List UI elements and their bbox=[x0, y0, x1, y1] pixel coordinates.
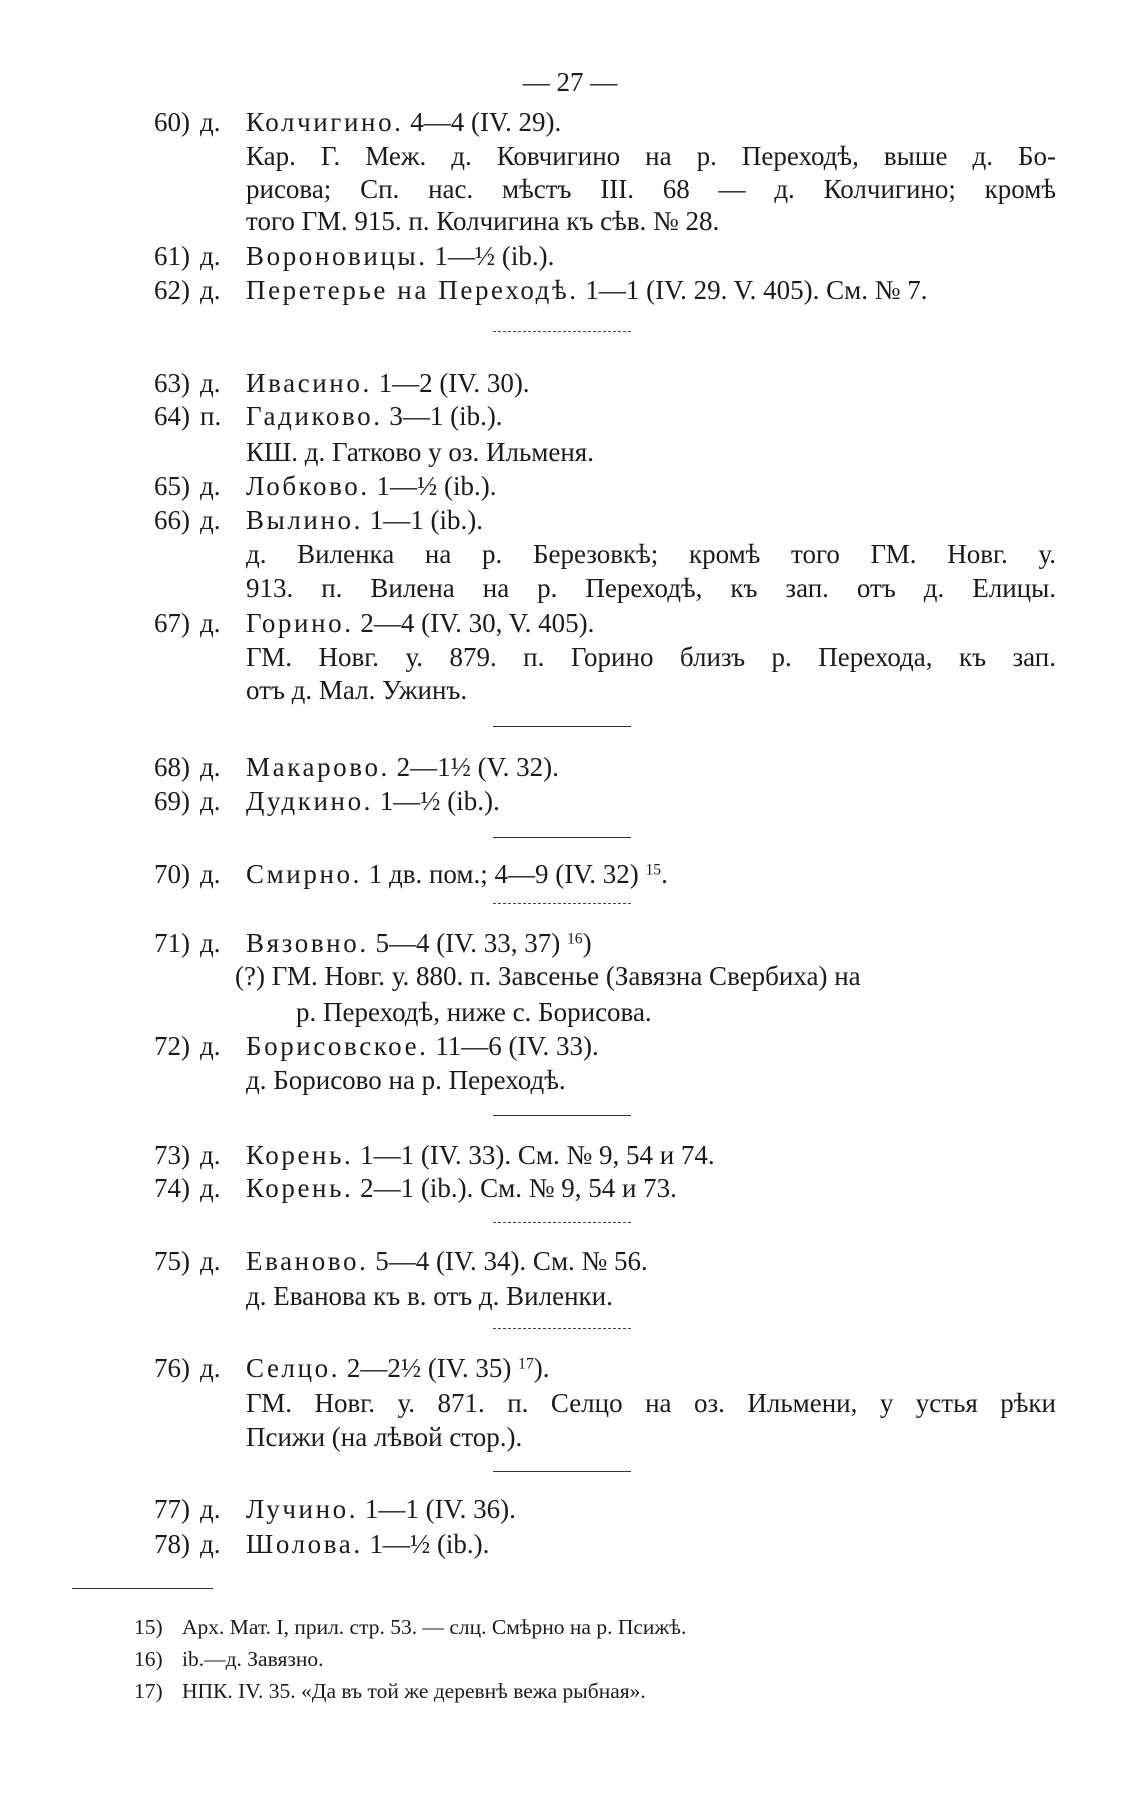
entry-70: 70) д. Смирно. 1 дв. пом.; 4—9 (IV. 32) $^{15}$. bbox=[0, 856, 1140, 892]
section-divider bbox=[493, 903, 631, 904]
entry-60-note-line bbox=[0, 203, 1140, 239]
entry-data: 5—4 (IV. 34). См. № 56. bbox=[375, 1246, 648, 1276]
note-text: КШ. д. Гатково у оз. Ильменя. bbox=[246, 437, 594, 467]
entry-name: Борисовское. bbox=[246, 1031, 429, 1061]
note-text: рисова; Сп. нас. мѣстъ III. 68 — д. Колчигино; кромѣ bbox=[246, 174, 1056, 204]
entry-name: Колчигино. bbox=[246, 107, 404, 137]
entry-66 bbox=[0, 502, 1140, 538]
entry-name: Корень. bbox=[246, 1173, 354, 1203]
entry-60-note-line bbox=[0, 171, 1140, 207]
footnote-ref: 16 bbox=[566, 930, 583, 948]
note-text: отъ д. Мал. Ужинъ. bbox=[246, 675, 468, 705]
entry-64 bbox=[0, 398, 1140, 434]
footnote-15 bbox=[0, 1612, 1140, 1642]
footnote-mark: 17) bbox=[134, 1679, 163, 1703]
note-text: д. Борисово на р. Переходѣ. bbox=[246, 1065, 566, 1095]
entry-76-note-line bbox=[0, 1419, 1140, 1455]
entry-data: 5—4 (IV. 33, 37) bbox=[375, 928, 561, 958]
entry-type: д. bbox=[200, 752, 221, 782]
entry-type: д. bbox=[200, 107, 221, 137]
entry-data: 1—1 (ib.). bbox=[369, 505, 483, 535]
note-text: (?) ГМ. Новг. у. 880. п. Завсенье (Завязна Свербиха) на bbox=[235, 961, 861, 991]
entry-number: 61) bbox=[154, 241, 190, 271]
entry-69 bbox=[0, 783, 1140, 819]
entry-name: Вороновицы. bbox=[246, 241, 428, 271]
note-text: 913. п. Вилена на р. Переходѣ, къ зап. отъ д. Елицы. bbox=[246, 573, 1056, 603]
entry-number: 66) bbox=[154, 505, 190, 535]
entry-71: 71) д. Вязовно. 5—4 (IV. 33, 37) $^{16}$) bbox=[0, 925, 1140, 961]
entry-number: 70) bbox=[154, 859, 190, 889]
entry-77 bbox=[0, 1491, 1140, 1527]
entry-data: 3—1 (ib.). bbox=[389, 401, 503, 431]
note-text: ГМ. Новг. у. 871. п. Селцо на оз. Ильмени, у устья рѣки bbox=[246, 1388, 1056, 1418]
entry-number: 69) bbox=[154, 786, 190, 816]
footnote-text: НПК. IV. 35. «Да въ той же деревнѣ вежа рыбная». bbox=[182, 1679, 646, 1703]
entry-name: Шолова. bbox=[246, 1529, 363, 1559]
entry-data: 2—4 (IV. 30, V. 405). bbox=[360, 608, 595, 638]
entry-number: 71) bbox=[154, 928, 190, 958]
entry-name: Перетерье на Переходѣ. bbox=[246, 275, 579, 305]
entry-type: д. bbox=[200, 928, 221, 958]
entry-data: 2—2½ (IV. 35) bbox=[346, 1353, 512, 1383]
entry-name: Корень. bbox=[246, 1140, 354, 1170]
entry-number: 64) bbox=[154, 401, 190, 431]
entry-type: д. bbox=[200, 1140, 221, 1170]
entry-75 bbox=[0, 1243, 1140, 1279]
entry-75-note-line bbox=[0, 1278, 1140, 1314]
entry-61 bbox=[0, 238, 1140, 274]
entry-data: 1 дв. пом.; 4—9 (IV. 32) bbox=[368, 859, 639, 889]
entry-number: 73) bbox=[154, 1140, 190, 1170]
footnote-text: Арх. Мат. I, прил. стр. 53. — слц. Смѣрно на р. Псижѣ. bbox=[182, 1615, 687, 1639]
entry-name: Гадиково. bbox=[246, 401, 383, 431]
entry-76: 76) д. Селцо. 2—2½ (IV. 35) $^{17}$). bbox=[0, 1350, 1140, 1386]
entry-type: д. bbox=[200, 241, 221, 271]
entry-number: 78) bbox=[154, 1529, 190, 1559]
entry-71-note-line bbox=[0, 958, 1140, 994]
entry-74 bbox=[0, 1170, 1140, 1206]
note-text: Кар. Г. Меж. д. Ковчигино на р. Переходѣ, выше д. Бо- bbox=[246, 141, 1056, 171]
entry-data: 1—1 (IV. 29. V. 405). См. № 7. bbox=[585, 275, 928, 305]
entry-type: д. bbox=[200, 471, 221, 501]
entry-name: Вязовно. bbox=[246, 928, 369, 958]
entry-type: д. bbox=[200, 368, 221, 398]
footnote-ref: 15 bbox=[645, 861, 662, 879]
entry-number: 68) bbox=[154, 752, 190, 782]
footnote-17 bbox=[0, 1676, 1140, 1706]
entry-data: 2—1 (ib.). См. № 9, 54 и 73. bbox=[360, 1173, 677, 1203]
entry-type: д. bbox=[200, 859, 221, 889]
section-divider bbox=[493, 1328, 631, 1329]
entry-data: 1—½ (ib.). bbox=[376, 471, 497, 501]
entry-type: д. bbox=[200, 1031, 221, 1061]
entry-number: 67) bbox=[154, 608, 190, 638]
section-divider bbox=[493, 1115, 631, 1116]
entry-data: 1—½ (ib.). bbox=[369, 1529, 490, 1559]
entry-data: 4—4 (IV. 29). bbox=[410, 107, 562, 137]
entry-name: Макарово. bbox=[246, 752, 390, 782]
entry-number: 74) bbox=[154, 1173, 190, 1203]
section-divider bbox=[493, 837, 631, 838]
entry-name: Лобково. bbox=[246, 471, 370, 501]
entry-type: д. bbox=[200, 1246, 221, 1276]
section-divider bbox=[493, 1222, 631, 1223]
footnote-rule bbox=[72, 1588, 213, 1589]
entry-63 bbox=[0, 365, 1140, 401]
entry-type: д. bbox=[200, 1494, 221, 1524]
entry-type: д. bbox=[200, 1173, 221, 1203]
footnote-mark: 15) bbox=[134, 1615, 163, 1639]
entry-type: п. bbox=[200, 401, 222, 431]
entry-type: д. bbox=[200, 505, 221, 535]
note-text: того ГМ. 915. п. Колчигина къ сѣв. № 28. bbox=[246, 206, 720, 236]
entry-67-note-line bbox=[0, 672, 1140, 708]
entry-data: 1—½ (ib.). bbox=[379, 786, 500, 816]
entry-type: д. bbox=[200, 1353, 221, 1383]
entry-type: д. bbox=[200, 1529, 221, 1559]
entry-data: 11—6 (IV. 33). bbox=[435, 1031, 599, 1061]
entry-66-note-line bbox=[0, 536, 1140, 572]
entry-68 bbox=[0, 749, 1140, 785]
entry-type: д. bbox=[200, 786, 221, 816]
entry-data: 1—½ (ib.). bbox=[434, 241, 555, 271]
entry-number: 75) bbox=[154, 1246, 190, 1276]
note-text: р. Переходѣ, ниже с. Борисова. bbox=[296, 997, 652, 1027]
section-divider bbox=[493, 726, 631, 727]
entry-name: Горино. bbox=[246, 608, 354, 638]
entry-name: Дудкино. bbox=[246, 786, 374, 816]
footnote-mark: 16) bbox=[134, 1647, 163, 1671]
entry-type: д. bbox=[200, 608, 221, 638]
entry-67 bbox=[0, 605, 1140, 641]
entry-data: 1—1 (IV. 33). См. № 9, 54 и 74. bbox=[360, 1140, 715, 1170]
entry-data: 1—1 (IV. 36). bbox=[364, 1494, 516, 1524]
entry-name: Вылино. bbox=[246, 505, 363, 535]
entry-number: 60) bbox=[154, 107, 190, 137]
entry-number: 65) bbox=[154, 471, 190, 501]
entry-type: д. bbox=[200, 275, 221, 305]
entry-67-note-line bbox=[0, 639, 1140, 675]
section-divider bbox=[493, 331, 631, 332]
entry-64-note-line bbox=[0, 434, 1140, 470]
note-text: Псижи (на лѣвой стор.). bbox=[246, 1422, 523, 1452]
note-text: д. Еванова къ в. отъ д. Виленки. bbox=[246, 1281, 613, 1311]
entry-71-note-line bbox=[0, 994, 1140, 1030]
entry-62 bbox=[0, 272, 1140, 308]
entry-name: Смирно. bbox=[246, 859, 362, 889]
entry-number: 62) bbox=[154, 275, 190, 305]
entry-name: Селцо. bbox=[246, 1353, 341, 1383]
section-divider bbox=[493, 1471, 631, 1472]
note-text: ГМ. Новг. у. 879. п. Горино близъ р. Перехода, къ зап. bbox=[246, 642, 1056, 672]
footnote-ref: 17 bbox=[518, 1355, 534, 1373]
entry-number: 72) bbox=[154, 1031, 190, 1061]
footnote-16 bbox=[0, 1644, 1140, 1674]
entry-name: Ивасино. bbox=[246, 368, 372, 398]
entry-number: 76) bbox=[154, 1353, 190, 1383]
entry-data: 1—2 (IV. 30). bbox=[378, 368, 530, 398]
note-text: д. Виленка на р. Березовкѣ; кромѣ того ГМ. Новг. у. bbox=[246, 539, 1056, 569]
entry-name: Лучино. bbox=[246, 1494, 359, 1524]
footnote-text: ib.—д. Завязно. bbox=[182, 1647, 324, 1671]
entry-name: Еваново. bbox=[246, 1246, 369, 1276]
entry-73 bbox=[0, 1137, 1140, 1173]
entry-78 bbox=[0, 1526, 1140, 1562]
entry-76-note-line bbox=[0, 1385, 1140, 1421]
entry-data: 2—1½ (V. 32). bbox=[396, 752, 559, 782]
entry-number: 77) bbox=[154, 1494, 190, 1524]
page-number: — 27 — bbox=[522, 67, 618, 97]
entry-number: 63) bbox=[154, 368, 190, 398]
entry-65 bbox=[0, 468, 1140, 504]
entry-72 bbox=[0, 1028, 1140, 1064]
entry-60-note-line bbox=[0, 138, 1140, 174]
entry-66-note-line bbox=[0, 570, 1140, 606]
entry-60 bbox=[0, 104, 1140, 140]
entry-72-note-line bbox=[0, 1062, 1140, 1098]
